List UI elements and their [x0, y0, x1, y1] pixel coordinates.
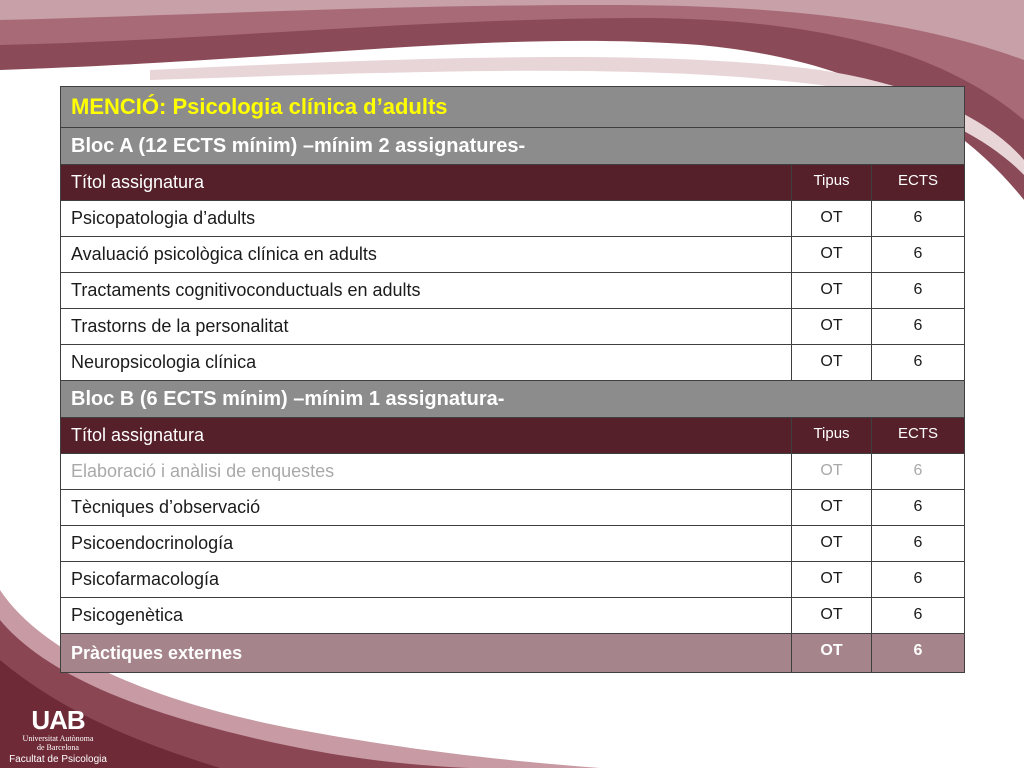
practiques-tipus: OT: [792, 634, 872, 673]
practiques-name: Pràctiques externes: [61, 634, 792, 673]
course-name: Psicoendocrinología: [61, 526, 792, 562]
mencio-table: [60, 86, 965, 673]
course-ects: 6: [872, 237, 965, 273]
course-ects: 6: [872, 526, 965, 562]
course-ects: 6: [872, 273, 965, 309]
course-ects: 6: [872, 345, 965, 381]
course-ects: 6: [872, 490, 965, 526]
course-tipus: OT: [792, 562, 872, 598]
bloc-b-header-row: [61, 418, 965, 454]
practiques-ects: 6: [872, 634, 965, 673]
table-row: [61, 598, 965, 634]
course-name: Elaboració i anàlisi de enquestes: [61, 454, 792, 490]
table-row: [61, 201, 965, 237]
bloc-a-heading: Bloc A (12 ECTS mínim) –mínim 2 assignatures-: [61, 128, 965, 165]
course-name: Tractaments cognitivoconductuals en adults: [61, 273, 792, 309]
course-name: Psicofarmacología: [61, 562, 792, 598]
header-tipus: Tipus: [792, 418, 872, 454]
uab-logo-line2: de Barcelona: [37, 743, 79, 752]
bloc-a-header-row: [61, 165, 965, 201]
table-row: [61, 562, 965, 598]
header-title: Títol assignatura: [61, 165, 792, 201]
course-ects: 6: [872, 454, 965, 490]
header-tipus: Tipus: [792, 165, 872, 201]
uab-logo: [4, 704, 112, 764]
course-tipus: OT: [792, 309, 872, 345]
course-tipus: OT: [792, 490, 872, 526]
bloc-b-row: [61, 381, 965, 418]
course-name: Avaluació psicològica clínica en adults: [61, 237, 792, 273]
uab-logo-mark: UAB: [31, 705, 85, 735]
table-row: [61, 345, 965, 381]
course-tipus: OT: [792, 526, 872, 562]
course-name: Neuropsicologia clínica: [61, 345, 792, 381]
course-tipus: OT: [792, 273, 872, 309]
course-tipus: OT: [792, 201, 872, 237]
table-title-row: [61, 87, 965, 128]
course-name: Psicogenètica: [61, 598, 792, 634]
course-name: Psicopatologia d’adults: [61, 201, 792, 237]
course-ects: 6: [872, 201, 965, 237]
practiques-row: [61, 634, 965, 673]
course-tipus: OT: [792, 237, 872, 273]
course-ects: 6: [872, 309, 965, 345]
faculty-name: Facultat de Psicologia: [9, 754, 107, 765]
course-tipus: OT: [792, 345, 872, 381]
course-name: Tècniques d’observació: [61, 490, 792, 526]
course-name: Trastorns de la personalitat: [61, 309, 792, 345]
bloc-a-row: [61, 128, 965, 165]
course-tipus: OT: [792, 454, 872, 490]
course-ects: 6: [872, 562, 965, 598]
bloc-b-heading: Bloc B (6 ECTS mínim) –mínim 1 assignatura-: [61, 381, 965, 418]
header-ects: ECTS: [872, 418, 965, 454]
uab-logo-line1: Universitat Autònoma: [22, 734, 94, 743]
course-tipus: OT: [792, 598, 872, 634]
table-row: [61, 490, 965, 526]
header-ects: ECTS: [872, 165, 965, 201]
table-row: [61, 526, 965, 562]
table-row: [61, 273, 965, 309]
course-ects: 6: [872, 598, 965, 634]
mencio-title: MENCIÓ: Psicologia clínica d’adults: [61, 87, 965, 128]
table-row: [61, 237, 965, 273]
header-title: Títol assignatura: [61, 418, 792, 454]
table-row: [61, 309, 965, 345]
table-row-faded: [61, 454, 965, 490]
